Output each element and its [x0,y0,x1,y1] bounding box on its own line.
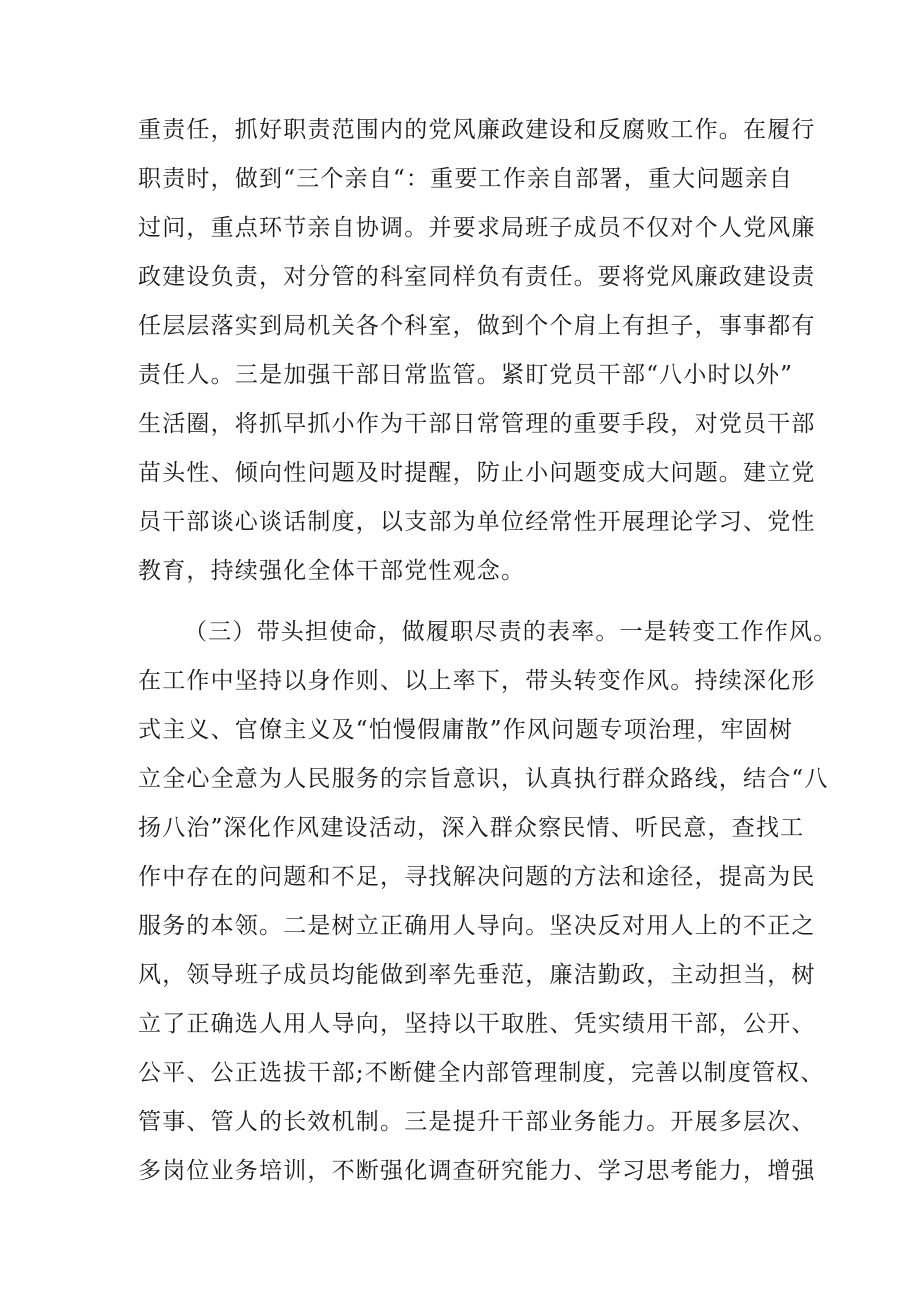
paragraph-1 [138,106,816,596]
text-line: 风，领导班子成员均能做到率先垂范，廉洁勤政，主动担当，树 [138,962,816,988]
text-line: 职责时，做到“三个亲自“：重要工作亲自部署，重大问题亲自 [138,166,794,192]
text-line: 员干部谈心谈话制度，以支部为单位经常性开展理论学习、党性 [138,509,816,535]
paragraph-2 [138,608,838,1196]
text-line: 政建设负责，对分管的科室同样负有责任。要将党风廉政建设责 [138,264,816,290]
text-line: 立全心全意为人民服务的宗旨意识，认真执行群众路线，结合“八 [138,766,829,792]
text-line: 服务的本领。二是树立正确用人导向。坚决反对用人上的不正之 [138,913,816,939]
text-line: 作中存在的问题和不足，寻找解决问题的方法和途径，提高为民 [138,864,816,890]
text-line: 管事、管人的长效机制。三是提升干部业务能力。开展多层次、 [138,1109,816,1135]
section-heading-line: （三）带头担使命，做履职尽责的表率。一是转变工作作风。 [184,619,838,645]
text-line: 责任人。三是加强干部日常监管。紧盯党员干部“八小时以外” [138,362,794,388]
text-line: 过问，重点环节亲自协调。并要求局班子成员不仅对个人党风廉 [138,215,816,241]
text-line: 重责任，抓好职责范围内的党风廉政建设和反腐败工作。在履行 [138,117,816,143]
text-line: 立了正确选人用人导向，坚持以干取胜、凭实绩用干部，公开、 [138,1011,816,1037]
text-line: 教育，持续强化全体干部党性观念。 [138,558,526,584]
text-line: 多岗位业务培训，不断强化调查研究能力、学习思考能力，增强 [138,1158,816,1184]
text-line: 任层层落实到局机关各个科室，做到个个肩上有担子，事事都有 [138,313,816,339]
text-line: 式主义、官僚主义及“怕慢假庸散”作风问题专项治理，牢固树 [138,717,794,743]
text-line: 公平、公正选拔干部;不断健全内部管理制度，完善以制度管权、 [138,1060,825,1086]
text-line: 扬八治”深化作风建设活动，深入群众察民情、听民意，查找工 [138,815,805,841]
text-line: 在工作中坚持以身作则、以上率下，带头转变作风。持续深化形 [138,668,816,694]
text-line: 苗头性、倾向性问题及时提醒，防止小问题变成大问题。建立党 [138,460,816,486]
text-line: 生活圈，将抓早抓小作为干部日常管理的重要手段，对党员干部 [138,411,816,437]
